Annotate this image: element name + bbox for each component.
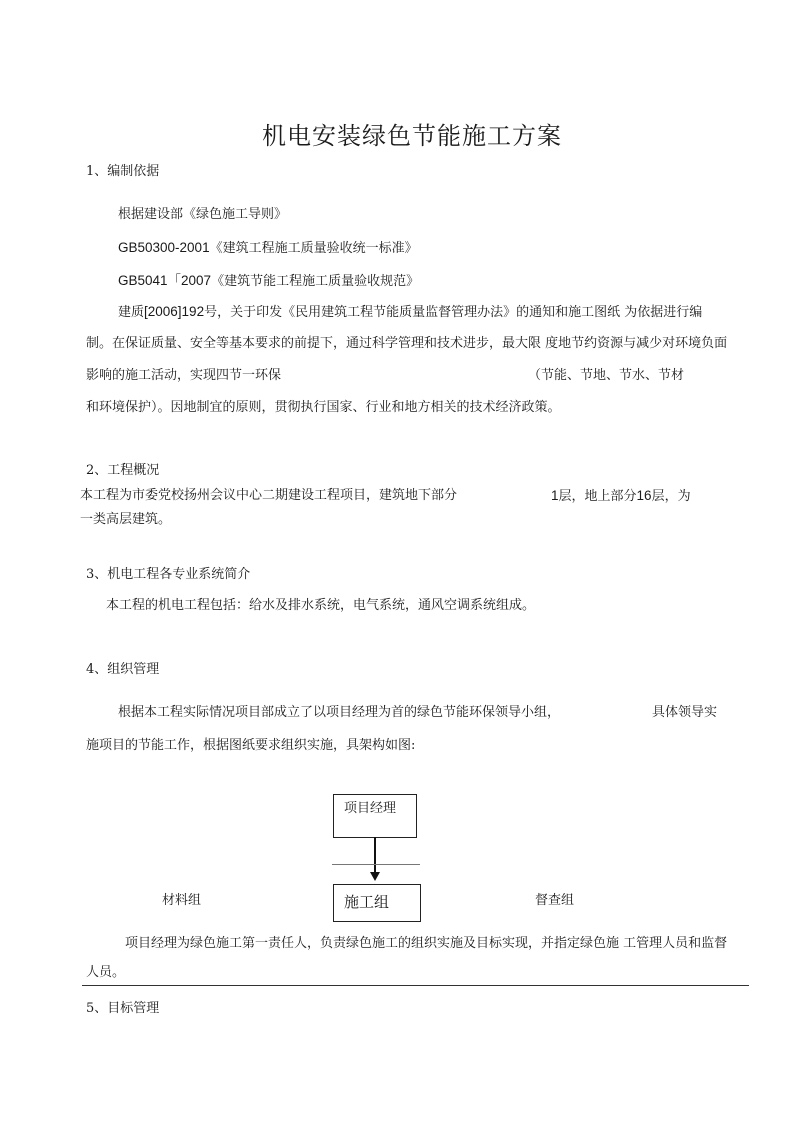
section-4-paragraph-2-line-1: 项目经理为绿色施工第一责任人，负责绿色施工的组织实施及目标实现，并指定绿色施 工管理人员和监督	[125, 936, 728, 951]
org-node-label: 项目经理	[344, 801, 397, 816]
section-4-line-1a: 根据本工程实际情况项目部成立了以项目经理为首的绿色节能环保领导小组，	[118, 705, 561, 720]
org-node-supervision-team: 督查组	[535, 893, 575, 908]
section-4-line-1b: 具体领导实	[652, 705, 718, 720]
text-run: 16	[636, 488, 652, 503]
text-run: 1	[551, 488, 559, 503]
org-divider-line	[332, 864, 420, 865]
section-2-line-1b	[551, 487, 691, 506]
section-3-paragraph: 本工程的机电工程包括：给水及排水系统，电气系统，通风空调系统组成。	[106, 598, 536, 613]
section-2-line-1a: 本工程为市委党校扬州会议中心二期建设工程项目，建筑地下部分	[80, 488, 458, 503]
standard-name: 《建筑工程施工质量验收统一标准》	[209, 241, 418, 256]
standard-name: 《建筑节能工程施工质量验收规范》	[211, 274, 420, 289]
section-4-line-2: 施项目的节能工作，根据图纸要求组织实施，具架构如图:	[86, 738, 416, 753]
section-2-heading: 2、工程概况	[86, 463, 160, 478]
section-1-standard-gb5041	[118, 272, 419, 291]
section-1-paragraph-line-4: 和环境保护）。因地制宜的原则，贯彻执行国家、行业和地方相关的技术经济政策。	[86, 400, 561, 415]
section-1-heading: 1、编制依据	[86, 164, 160, 179]
section-1-paragraph-line-2: 制。在保证质量、安全等基本要求的前提下，通过科学管理和技术进步，最大限 度地节约资源与减少对环境负面	[86, 336, 728, 351]
horizontal-rule	[82, 985, 749, 986]
section-1-paragraph-line-3a: 影响的施工活动，实现四节一环保	[86, 368, 282, 383]
org-node-label: 施工组	[344, 893, 390, 911]
text-run: [2006]192	[144, 304, 205, 319]
org-connector-line	[374, 837, 376, 873]
section-1-paragraph-line-1	[118, 303, 702, 322]
standard-code: GB5041「2007	[118, 273, 212, 288]
text-run: 号，关于印发《民用建筑工程节能质量监督管理办法》的通知和施工图纸 为依据进行编	[204, 305, 703, 320]
org-node-materials-team: 材料组	[162, 893, 202, 908]
section-3-heading: 3、机电工程各专业系统简介	[86, 567, 251, 582]
document-title: 机电安装绿色节能施工方案	[262, 122, 562, 150]
org-node-construction-team	[333, 884, 421, 922]
section-5-heading: 5、目标管理	[86, 1001, 160, 1016]
standard-code: GB50300-2001	[118, 240, 210, 255]
section-1-paragraph-line-3b: （节能、节地、节水、节材	[528, 368, 685, 383]
section-1-basis-guideline: 根据建设部《绿色施工导则》	[118, 207, 288, 222]
text-run: 层，地上部分	[558, 489, 637, 504]
org-node-project-manager	[333, 794, 417, 838]
section-1-standard-gb50300	[118, 239, 418, 258]
section-2-line-2: 一类高层建筑。	[80, 512, 172, 527]
arrow-down-icon	[370, 872, 380, 881]
section-4-heading: 4、组织管理	[86, 662, 160, 677]
text-run: 建质	[118, 305, 145, 320]
text-run: 层，为	[651, 489, 691, 504]
section-4-paragraph-2-line-2: 人员。	[86, 965, 126, 980]
